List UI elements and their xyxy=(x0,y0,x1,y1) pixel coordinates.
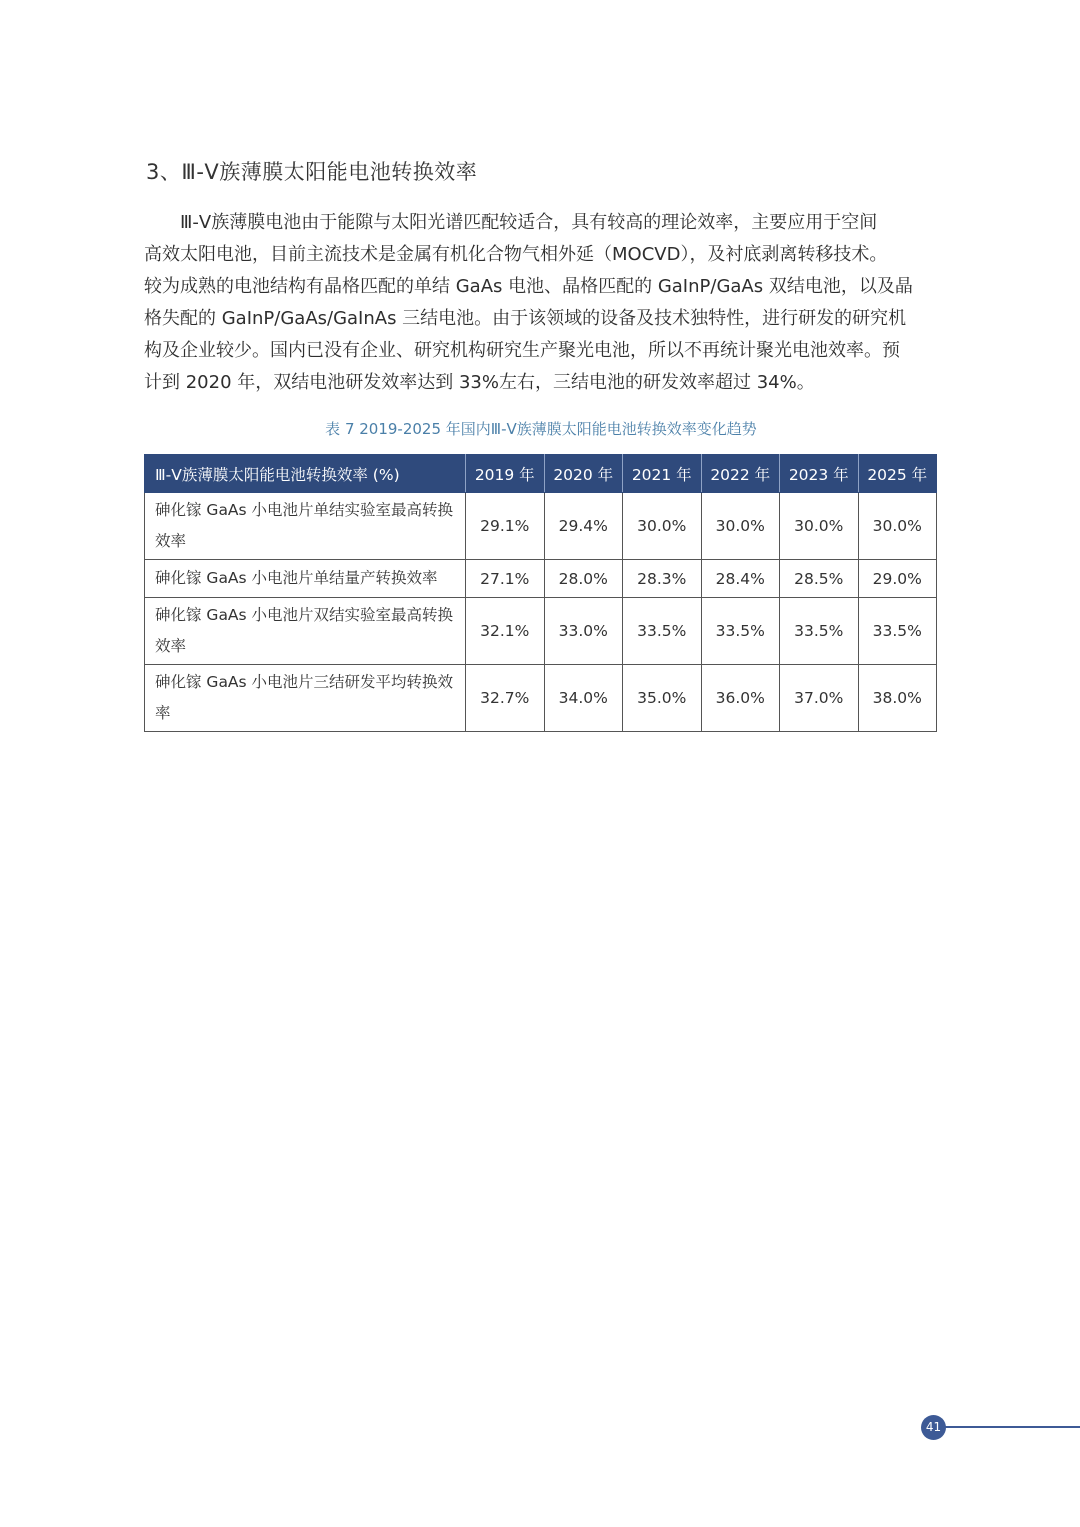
table-cell: 33.5% xyxy=(701,598,780,665)
table-cell: 30.0% xyxy=(780,493,859,560)
table-cell: 29.0% xyxy=(858,560,937,598)
row-label: 砷化镓 GaAs 小电池片三结研发平均转换效率 xyxy=(145,665,466,732)
header-cell-year: 2021 年 xyxy=(623,455,702,493)
table-cell: 30.0% xyxy=(623,493,702,560)
paragraph-line: 构及企业较少。国内已没有企业、研究机构研究生产聚光电池，所以不再统计聚光电池效率。预 xyxy=(144,340,900,361)
header-cell-metric: Ⅲ-Ⅴ族薄膜太阳能电池转换效率 (%) xyxy=(145,455,466,493)
header-cell-year: 2022 年 xyxy=(701,455,780,493)
efficiency-table xyxy=(144,454,937,732)
paragraph-line: 格失配的 GaInP/GaAs/GaInAs 三结电池。由于该领域的设备及技术独特性，进行研发的研究机 xyxy=(144,308,907,329)
table-cell: 33.5% xyxy=(858,598,937,665)
page-number: 41 xyxy=(921,1415,946,1440)
footer-rule xyxy=(944,1426,1080,1428)
table-header-row xyxy=(145,455,937,493)
table-cell: 34.0% xyxy=(544,665,623,732)
row-label: 砷化镓 GaAs 小电池片单结实验室最高转换效率 xyxy=(145,493,466,560)
table-cell: 28.3% xyxy=(623,560,702,598)
paragraph-line: 较为成熟的电池结构有晶格匹配的单结 GaAs 电池、晶格匹配的 GaInP/GaAs 双结电池，以及晶 xyxy=(144,276,913,297)
table-cell: 29.4% xyxy=(544,493,623,560)
section-title: 3、Ⅲ-Ⅴ族薄膜太阳能电池转换效率 xyxy=(146,160,478,184)
table-cell: 33.0% xyxy=(544,598,623,665)
table-cell: 36.0% xyxy=(701,665,780,732)
table-caption: 表 7 2019-2025 年国内Ⅲ-Ⅴ族薄膜太阳能电池转换效率变化趋势 xyxy=(325,420,757,438)
row-label: 砷化镓 GaAs 小电池片单结量产转换效率 xyxy=(145,560,466,598)
table-cell: 33.5% xyxy=(780,598,859,665)
paragraph-line: Ⅲ-Ⅴ族薄膜电池由于能隙与太阳光谱匹配较适合，具有较高的理论效率，主要应用于空间 xyxy=(180,212,878,233)
table-row xyxy=(145,665,937,732)
table-cell: 28.0% xyxy=(544,560,623,598)
header-cell-year: 2023 年 xyxy=(780,455,859,493)
table-cell: 37.0% xyxy=(780,665,859,732)
table-cell: 28.5% xyxy=(780,560,859,598)
table-cell: 32.7% xyxy=(466,665,545,732)
table-cell: 30.0% xyxy=(858,493,937,560)
header-cell-year: 2019 年 xyxy=(466,455,545,493)
table-row xyxy=(145,560,937,598)
table-cell: 33.5% xyxy=(623,598,702,665)
table-row xyxy=(145,598,937,665)
row-label: 砷化镓 GaAs 小电池片双结实验室最高转换效率 xyxy=(145,598,466,665)
body-paragraph xyxy=(144,207,938,399)
header-cell-year: 2020 年 xyxy=(544,455,623,493)
table-cell: 35.0% xyxy=(623,665,702,732)
table-cell: 29.1% xyxy=(466,493,545,560)
paragraph-line: 计到 2020 年，双结电池研发效率达到 33%左右，三结电池的研发效率超过 34%。 xyxy=(144,372,815,393)
table-cell: 32.1% xyxy=(466,598,545,665)
table-cell: 27.1% xyxy=(466,560,545,598)
table-row xyxy=(145,493,937,560)
table-cell: 38.0% xyxy=(858,665,937,732)
table-cell: 28.4% xyxy=(701,560,780,598)
paragraph-line: 高效太阳电池，目前主流技术是金属有机化合物气相外延（MOCVD），及衬底剥离转移技术。 xyxy=(144,244,888,265)
table-cell: 30.0% xyxy=(701,493,780,560)
header-cell-year: 2025 年 xyxy=(858,455,937,493)
